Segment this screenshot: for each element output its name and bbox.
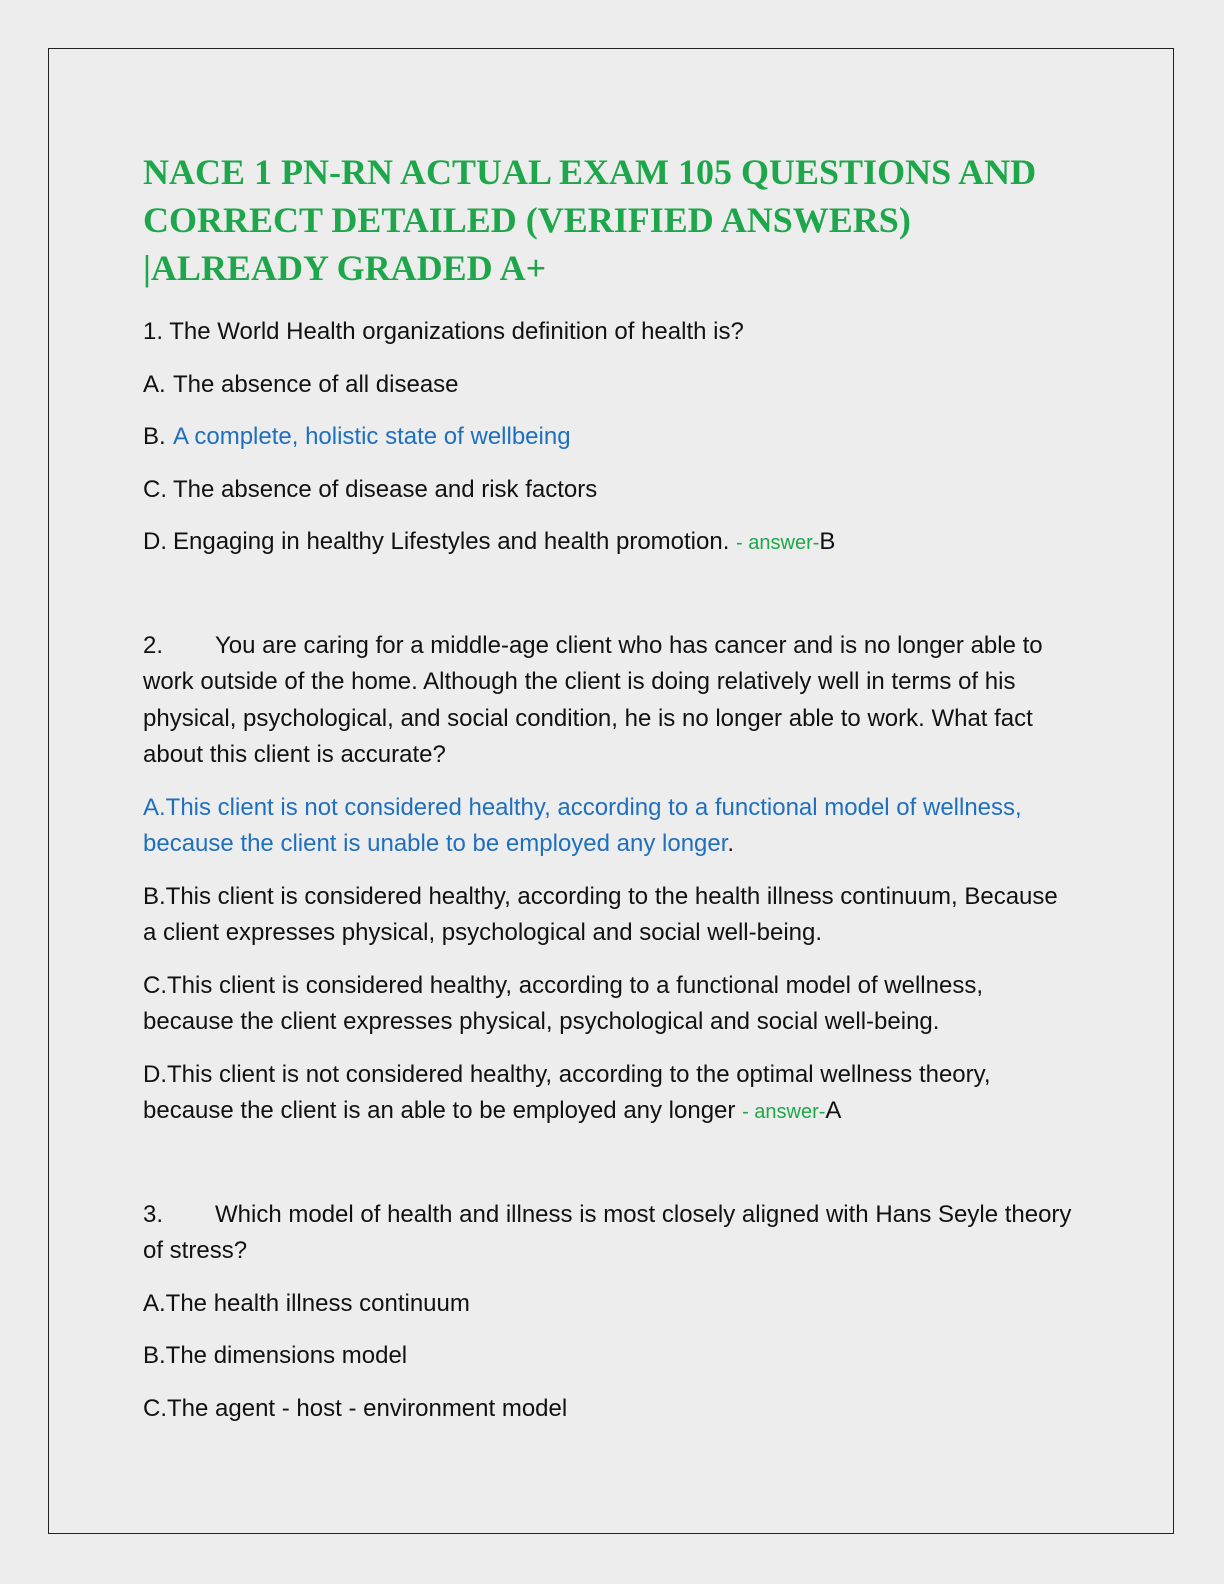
- question-2-option-d: [143, 1057, 1073, 1131]
- answer-value: B: [819, 528, 836, 555]
- option-text: B.This client is considered healthy, according to the health illness continuum, Because a client expresses physical, psychological and social well-being.: [143, 882, 1058, 946]
- question-3-option-a: [143, 1286, 1073, 1323]
- question-2-option-b: [143, 879, 1073, 952]
- question-2-stem: [143, 628, 1073, 774]
- option-text: C.This client is considered healthy, according to a functional model of wellness, because the client expresses physical, psychological and social well-being.: [143, 971, 983, 1035]
- option-text: C.The agent - host - environment model: [143, 1394, 568, 1422]
- question-3-option-c: [143, 1391, 1073, 1428]
- option-text: A.The health illness continuum: [143, 1289, 470, 1317]
- question-1-stem: [143, 314, 1073, 351]
- question-2-text: You are caring for a middle-age client who has cancer and is no longer able to work outside of the home. Although the client is doing relatively well in terms of his physical, psychological, and social condition, he is no longer able to work. What fact about this client is accurate?: [143, 631, 1043, 768]
- question-1-option-a: [143, 367, 1073, 404]
- correct-option-text: A.This client is not considered healthy, according to a functional model of wellness, because the client is unable to be employed any longer: [143, 793, 1022, 857]
- title-line-2: CORRECT DETAILED (VERIFIED ANSWERS): [143, 200, 911, 240]
- question-1-option-d: [143, 524, 1073, 562]
- question-1-option-c: [143, 472, 1073, 509]
- option-text: The absence of disease and risk factors: [173, 475, 598, 503]
- option-text: The absence of all disease: [173, 370, 459, 398]
- question-2: [143, 628, 1073, 1131]
- correct-option-text: A complete, holistic state of wellbeing: [173, 423, 571, 450]
- title-line-1: NACE 1 PN-RN ACTUAL EXAM 105 QUESTIONS AND: [143, 152, 1037, 192]
- question-3-text: Which model of health and illness is most closely aligned with Hans Seyle theory of stress?: [143, 1200, 1072, 1264]
- option-suffix: .: [727, 830, 735, 857]
- answer-tag: - answer-: [736, 532, 820, 554]
- document-title: [143, 148, 1073, 292]
- question-2-number: 2.: [143, 631, 164, 659]
- document-content: [143, 148, 1073, 1443]
- answer-value: A: [825, 1097, 842, 1124]
- question-1-option-b: [143, 419, 1073, 456]
- question-1-text: The World Health organizations definition of health is?: [169, 318, 744, 345]
- option-label: B.: [143, 423, 166, 450]
- question-3-stem: [143, 1197, 1073, 1270]
- question-2-option-a: [143, 790, 1073, 863]
- question-3-option-b: [143, 1338, 1073, 1375]
- option-label: A.: [143, 370, 166, 398]
- question-1-number: 1.: [143, 318, 164, 345]
- title-line-3: |ALREADY GRADED A+: [143, 248, 547, 288]
- question-3-number: 3.: [143, 1200, 164, 1228]
- option-text: B.The dimensions model: [143, 1342, 408, 1369]
- answer-tag: - answer-: [742, 1101, 826, 1123]
- question-3: [143, 1197, 1073, 1428]
- question-2-option-c: [143, 968, 1073, 1041]
- option-text: D.This client is not considered healthy, according to the optimal wellness theory, because the client is an able to be employed any longer: [143, 1060, 991, 1124]
- option-label: C.: [143, 475, 167, 503]
- option-label: D.: [143, 528, 167, 555]
- option-text: Engaging in healthy Lifestyles and health promotion.: [173, 528, 730, 555]
- question-1: [143, 314, 1073, 562]
